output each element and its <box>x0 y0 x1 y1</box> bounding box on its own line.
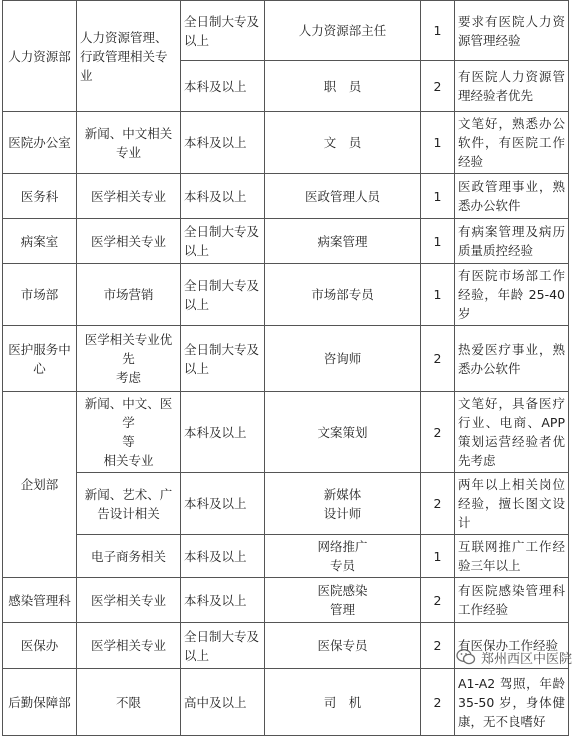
table-row <box>3 669 569 736</box>
position-cell: 文案策划 <box>265 392 421 473</box>
count-cell: 1 <box>421 219 455 264</box>
table-row <box>3 112 569 174</box>
position-cell: 病案管理 <box>265 219 421 264</box>
major-line: 新闻、中文、医学 <box>84 396 173 430</box>
count-cell: 1 <box>421 112 455 174</box>
table-row <box>3 535 569 578</box>
education-cell: 本科及以上 <box>181 61 265 112</box>
position-line: 设计师 <box>323 505 362 521</box>
education-cell: 本科及以上 <box>181 174 265 219</box>
requirement-cell: 两年以上相关岗位经验，擅长图文设计 <box>455 473 569 535</box>
position-cell: 医政管理人员 <box>265 174 421 219</box>
dept-cell: 感染管理科 <box>3 578 77 623</box>
education-cell: 本科及以上 <box>181 578 265 623</box>
education-cell: 全日制大专及以上 <box>181 326 265 392</box>
requirement-cell: 有医院感染管理科工作经验 <box>455 578 569 623</box>
table-row <box>3 174 569 219</box>
education-cell: 本科及以上 <box>181 535 265 578</box>
position-cell: 职 员 <box>265 61 421 112</box>
major-cell: 医学相关专业 <box>77 623 181 669</box>
position-cell <box>265 535 421 578</box>
requirement-cell: 有医院人力资源管理经验者优先 <box>455 61 569 112</box>
dept-cell: 后勤保障部 <box>3 669 77 736</box>
count-cell: 1 <box>421 264 455 326</box>
position-cell: 文 员 <box>265 112 421 174</box>
table-row <box>3 578 569 623</box>
position-cell: 司 机 <box>265 669 421 736</box>
position-line: 专员 <box>329 558 355 573</box>
watermark <box>456 646 572 668</box>
position-line: 新媒体 <box>323 486 362 502</box>
major-cell: 医学相关专业 <box>77 219 181 264</box>
position-cell: 市场部专员 <box>265 264 421 326</box>
watermark-text: 郑州西区中医院 <box>480 651 572 667</box>
major-line: 相关专业 <box>103 453 154 468</box>
major-line: 等 <box>122 434 135 449</box>
count-cell: 2 <box>421 61 455 112</box>
count-cell: 2 <box>421 326 455 392</box>
education-cell: 高中及以上 <box>181 669 265 736</box>
position-cell: 咨询师 <box>265 326 421 392</box>
position-line: 管理 <box>329 602 355 617</box>
requirement-cell: 互联网推广工作经验三年以上 <box>455 535 569 578</box>
count-cell: 2 <box>421 578 455 623</box>
table-row <box>3 392 569 473</box>
count-cell: 2 <box>421 623 455 669</box>
education-cell: 全日制大专及以上 <box>181 264 265 326</box>
requirement-cell: 有医院市场部工作经验，年龄 25-40 岁 <box>455 264 569 326</box>
dept-cell: 医护服务中心 <box>3 326 77 392</box>
major-cell: 不限 <box>77 669 181 736</box>
table-row <box>3 264 569 326</box>
dept-cell: 医务科 <box>3 174 77 219</box>
count-cell: 1 <box>421 1 455 61</box>
requirement-cell: 文笔好，具备医疗行业、电商、APP 策划运营经验者优先考虑 <box>455 392 569 473</box>
table-row <box>3 1 569 61</box>
table-row <box>3 219 569 264</box>
requirement-cell: A1-A2 驾照，年龄 35-50 岁，身体健康，无不良嗜好 <box>455 669 569 736</box>
requirement-cell: 医政管理事业，熟悉办公软件 <box>455 174 569 219</box>
major-line: 医学相关专业优 <box>84 332 173 347</box>
count-cell: 2 <box>421 669 455 736</box>
major-cell: 医学相关专业 <box>77 578 181 623</box>
major-cell: 电子商务相关 <box>77 535 181 578</box>
education-cell: 本科及以上 <box>181 392 265 473</box>
table-row <box>3 473 569 535</box>
major-line: 先 <box>122 351 135 366</box>
requirement-cell: 有医保办工作经验 <box>455 623 569 669</box>
major-cell <box>77 326 181 392</box>
table-row <box>3 326 569 392</box>
major-cell: 新闻、中文相关专业 <box>77 112 181 174</box>
position-cell <box>265 473 421 535</box>
dept-cell: 市场部 <box>3 264 77 326</box>
requirement-cell: 要求有医院人力资源管理经验 <box>455 1 569 61</box>
major-line: 考虑 <box>115 370 141 385</box>
education-cell: 全日制大专及以上 <box>181 219 265 264</box>
requirement-cell: 热爱医疗事业，熟悉办公软件 <box>455 326 569 392</box>
major-cell: 医学相关专业 <box>77 174 181 219</box>
requirement-cell: 有病案管理及病历质量质控经验 <box>455 219 569 264</box>
education-cell: 本科及以上 <box>181 473 265 535</box>
position-line: 医院感染 <box>317 583 368 598</box>
position-cell: 医保专员 <box>265 623 421 669</box>
major-cell: 人力资源管理、行政管理相关专业 <box>77 1 181 112</box>
recruitment-table <box>2 0 569 736</box>
education-cell: 全日制大专及以上 <box>181 623 265 669</box>
count-cell: 2 <box>421 473 455 535</box>
dept-cell: 人力资源部 <box>3 1 77 112</box>
wechat-icon <box>456 648 476 666</box>
count-cell: 1 <box>421 174 455 219</box>
major-cell: 市场营销 <box>77 264 181 326</box>
count-cell: 1 <box>421 535 455 578</box>
count-cell: 2 <box>421 392 455 473</box>
major-cell: 新闻、艺术、广告设计相关 <box>77 473 181 535</box>
requirement-cell: 文笔好，熟悉办公软件，有医院工作经验 <box>455 112 569 174</box>
dept-cell: 企划部 <box>3 392 77 578</box>
position-cell <box>265 578 421 623</box>
position-line: 网络推广 <box>317 539 368 554</box>
education-cell: 全日制大专及以上 <box>181 1 265 61</box>
education-cell: 本科及以上 <box>181 112 265 174</box>
position-cell: 人力资源部主任 <box>265 1 421 61</box>
dept-cell: 医保办 <box>3 623 77 669</box>
dept-cell: 医院办公室 <box>3 112 77 174</box>
dept-cell: 病案室 <box>3 219 77 264</box>
major-cell <box>77 392 181 473</box>
